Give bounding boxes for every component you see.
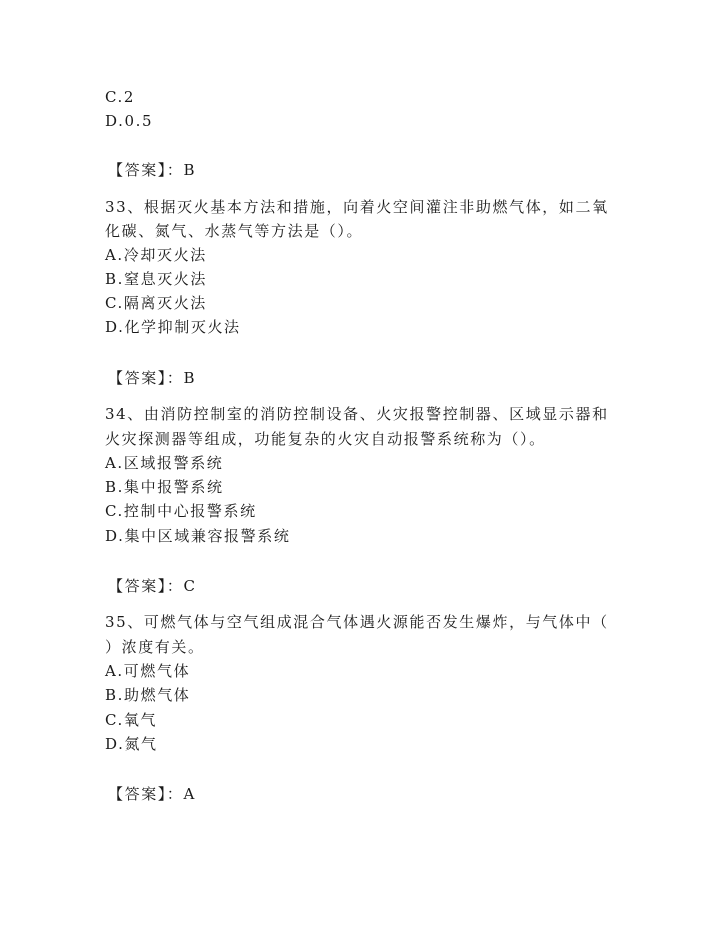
question-33-answer: 【答案】：B	[108, 369, 197, 387]
question-34-option-b: B.集中报警系统	[105, 478, 224, 496]
question-34-stem-line-2: 火灾探测器等组成，功能复杂的火灾自动报警系统称为（）。	[105, 430, 546, 448]
option-c: C.2	[105, 88, 136, 106]
question-33-stem-line-2: 化碳、氮气、水蒸气等方法是（）。	[105, 222, 364, 240]
question-35-option-c: C.氧气	[105, 711, 158, 729]
question-33-option-d: D.化学抑制灭火法	[105, 318, 241, 336]
question-35-option-a: A.可燃气体	[105, 662, 191, 680]
question-34-option-c: C.控制中心报警系统	[105, 502, 257, 520]
question-35-stem-line-2: ）浓度有关。	[105, 638, 205, 656]
question-33-option-b: B.窒息灭火法	[105, 270, 207, 288]
option-d: D.0.5	[105, 112, 154, 130]
question-35-answer: 【答案】：A	[108, 785, 196, 803]
question-33-option-c: C.隔离灭火法	[105, 294, 207, 312]
question-34-stem-line-1: 34、由消防控制室的消防控制设备、火灾报警控制器、区域显示器和	[105, 405, 609, 423]
question-33-stem-line-1: 33、根据灭火基本方法和措施，向着火空间灌注非助燃气体，如二氧	[105, 198, 609, 216]
answer-label: 【答案】：B	[108, 161, 197, 179]
question-34-answer: 【答案】：C	[108, 577, 197, 595]
question-35-stem-line-1: 35、可燃气体与空气组成混合气体遇火源能否发生爆炸，与气体中（	[105, 613, 609, 631]
question-33-option-a: A.冷却灭火法	[105, 246, 207, 264]
question-35-option-d: D.氮气	[105, 735, 158, 753]
question-35-option-b: B.助燃气体	[105, 686, 191, 704]
question-34-option-d: D.集中区域兼容报警系统	[105, 527, 291, 545]
question-34-option-a: A.区域报警系统	[105, 454, 224, 472]
